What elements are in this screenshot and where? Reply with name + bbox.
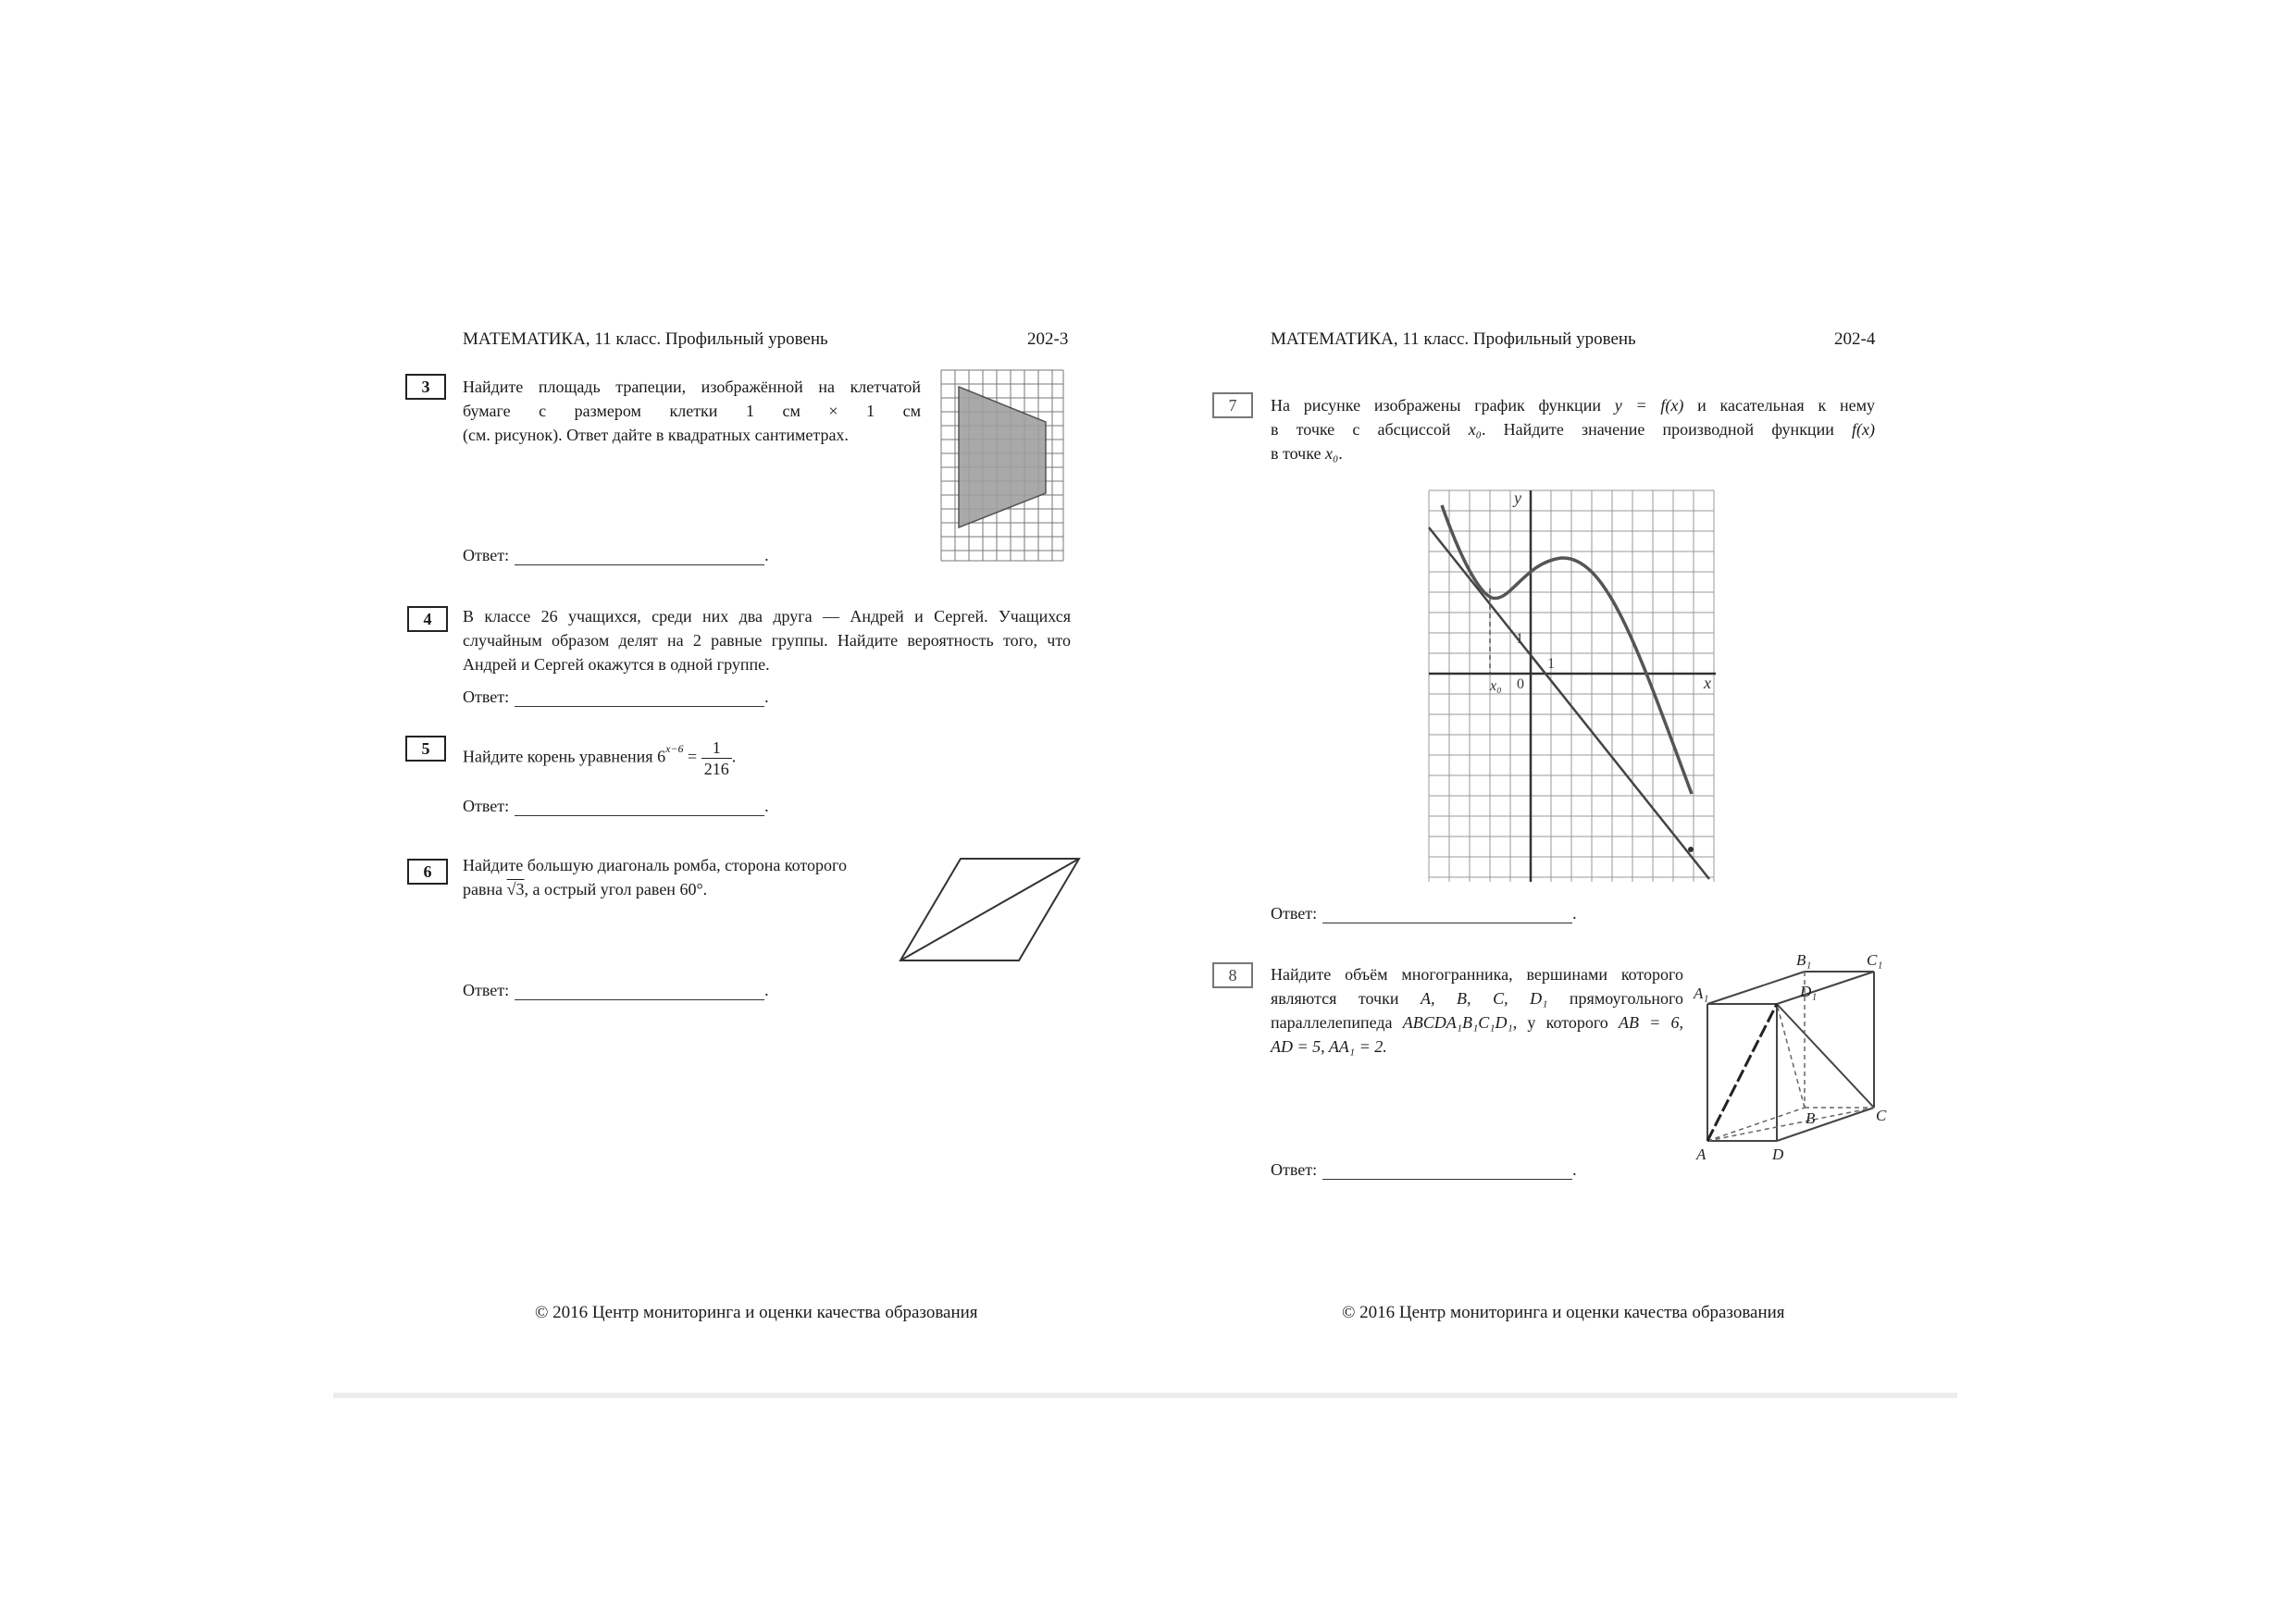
origin-label: 0 — [1517, 676, 1524, 692]
task-3-trapezoid-grid-figure — [939, 368, 1065, 563]
task-6-answer-line[interactable] — [515, 983, 764, 1000]
left-page-header: МАТЕМАТИКА, 11 класс. Профильный уровень — [463, 329, 828, 349]
task-7-text: На рисунке изображены график функции y = f(x) и касательная к нему в точке с абсциссой x₀. Найдите значение производной функции f(x) в точке x₀. — [1271, 396, 1875, 463]
task-8-answer-line[interactable] — [1322, 1162, 1572, 1180]
task-7-answer-line[interactable] — [1322, 906, 1572, 923]
y-axis-label: y — [1514, 489, 1521, 507]
task-8-text: Найдите объём многогранника, вершинами которого являются точки A, B, C, D₁ прямоугольного параллелепипеда ABCDA₁B₁C₁D₁, у которого AB = 6, AD = 5, AA₁ = 2. — [1271, 965, 1684, 1056]
right-footer: © 2016 Центр мониторинга и оценки качества образования — [1342, 1303, 1785, 1322]
x-unit-label: 1 — [1547, 656, 1555, 672]
right-page-code: 202-4 — [1834, 329, 1876, 349]
trapezoid-shape — [959, 387, 1046, 527]
scan-edge — [333, 1393, 1957, 1398]
task-4-text: В классе 26 учащихся, среди них два друга — Андрей и Сергей. Учащихся случайным образом делят на 2 равные группы. Найдите вероятность того, что Андрей и Сергей окажутся в одной группе. — [463, 607, 1071, 674]
task-8-answer: Ответ: . — [1271, 1160, 1577, 1179]
left-footer: © 2016 Центр мониторинга и оценки качества образования — [535, 1303, 978, 1322]
vertex-D1-label: D₁ — [1800, 983, 1818, 1000]
vertex-A-label: A — [1696, 1146, 1706, 1163]
task-6-answer: Ответ: . — [463, 981, 769, 999]
task-3-answer: Ответ: . — [463, 546, 769, 564]
vertex-B-label: B — [1806, 1109, 1816, 1127]
vertex-D-label: D — [1772, 1146, 1784, 1163]
task-8-parallelepiped-figure — [1689, 948, 1888, 1166]
vertex-A1-label: A₁ — [1694, 985, 1709, 1002]
function-curve — [1442, 505, 1692, 794]
task-3-answer-line[interactable] — [515, 548, 764, 565]
right-page-header: МАТЕМАТИКА, 11 класс. Профильный уровень — [1271, 329, 1636, 349]
task-3-number: 3 — [405, 374, 446, 400]
task-4-answer-line[interactable] — [515, 689, 764, 707]
task-6-number: 6 — [407, 859, 448, 885]
vertex-B1-label: B₁ — [1796, 951, 1812, 969]
task-7-function-graph — [1427, 489, 1719, 886]
task-5-number: 5 — [405, 736, 446, 762]
task-7-answer: Ответ: . — [1271, 904, 1577, 923]
task-8-number: 8 — [1212, 962, 1253, 988]
task-5-answer-line[interactable] — [515, 799, 764, 816]
task-6-text: Найдите большую диагональ ромба, сторона которого равна √3, а острый угол равен 60°. — [463, 856, 847, 898]
task-5-text: Найдите корень уравнения $6^{x-6}$ = $\frac{1}{216}$ . — [463, 738, 737, 778]
left-page-code: 202-3 — [1027, 329, 1069, 349]
task-5-answer: Ответ: . — [463, 797, 769, 815]
tangent-point-marker — [1688, 847, 1694, 852]
y-unit-label: 1 — [1516, 631, 1523, 647]
task-6-rhombus-figure — [896, 853, 1085, 964]
task-4-answer: Ответ: . — [463, 688, 769, 706]
x0-label: x₀ — [1490, 678, 1502, 694]
x-axis-label: x — [1704, 674, 1711, 692]
vertex-C-label: C — [1876, 1107, 1887, 1124]
task-7-number: 7 — [1212, 392, 1253, 418]
graph-grid — [1429, 490, 1714, 882]
task-4-number: 4 — [407, 606, 448, 632]
tangent-line — [1429, 527, 1709, 879]
task-3-text: Найдите площадь трапеции, изображённой на клетчатой бумаге с размером клетки 1 см × 1 см (см. рисунок). Ответ дайте в квадратных сантиметрах. — [463, 378, 921, 444]
task-5-fraction: $\frac{1}{216}$ — [701, 737, 732, 779]
vertex-C1-label: C₁ — [1867, 951, 1883, 969]
